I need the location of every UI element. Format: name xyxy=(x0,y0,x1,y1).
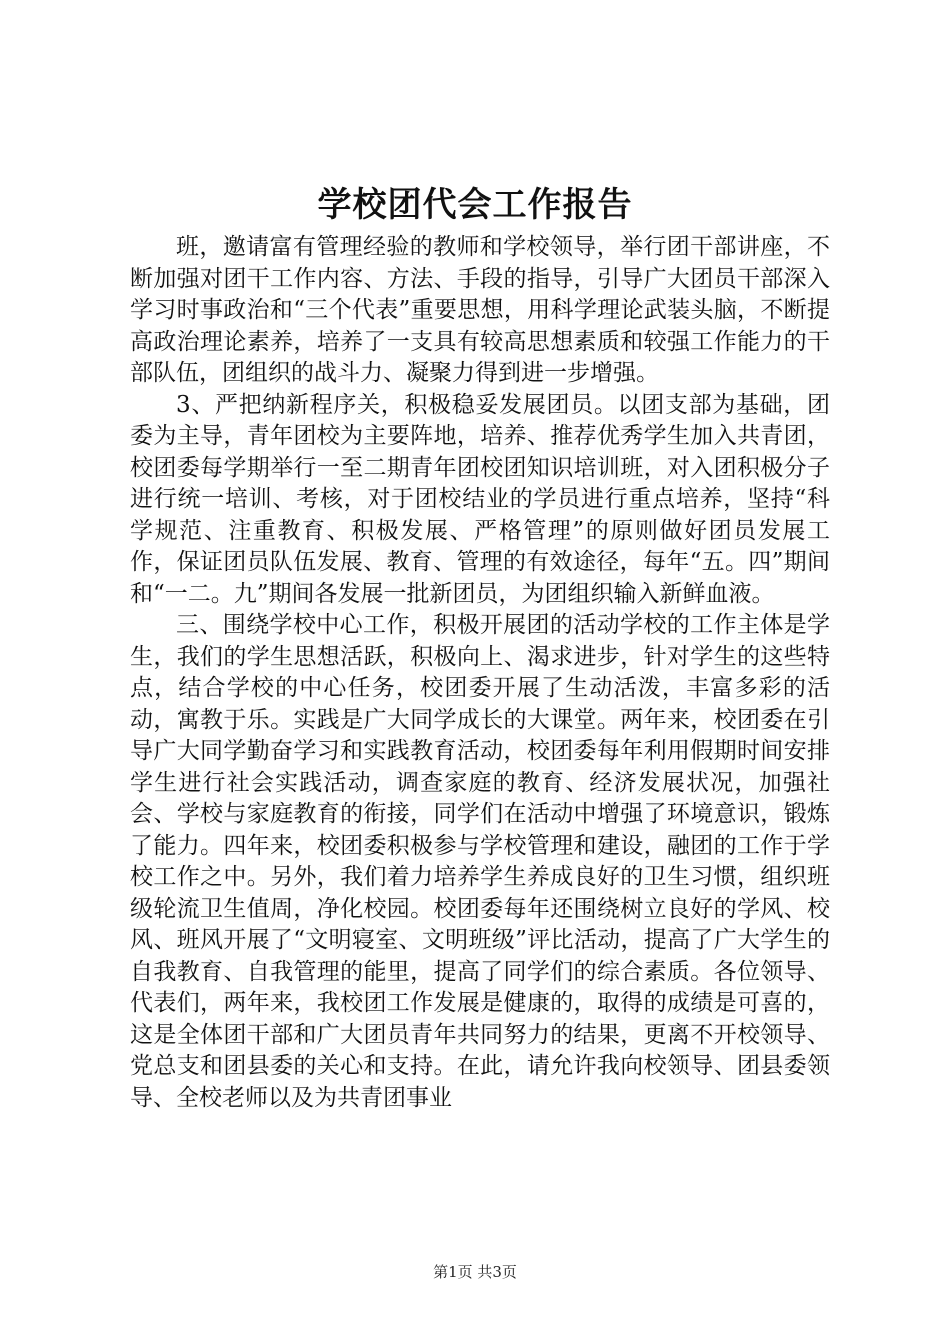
document-body xyxy=(130,232,830,1114)
paragraph-1: 班，邀请富有管理经验的教师和学校领导，举行团干部讲座，不断加强对团干工作内容、方法、手段的指导，引导广大团员干部深入学习时事政治和“三个代表”重要思想，用科学理论武装头脑，不断提高政治理论素养，培养了一支具有较高思想素质和较强工作能力的干部队伍，团组织的战斗力、凝聚力得到进一步增强。 xyxy=(130,234,830,386)
paragraph-2: 3、严把纳新程序关，积极稳妥发展团员。以团支部为基础，团委为主导，青年团校为主要阵地，培养、推荐优秀学生加入共青团，校团委每学期举行一至二期青年团校团知识培训班，对入团积极分子进行统一培训、考核，对于团校结业的学员进行重点培养，坚持“科学规范、注重教育、积极发展、严格管理”的原则做好团员发展工作，保证团员队伍发展、教育、管理的有效途径，每年“五。四”期间和“一二。九”期间各发展一批新团员，为团组织输入新鲜血液。 xyxy=(130,391,830,607)
paragraph-3: 三、围绕学校中心工作，积极开展团的活动学校的工作主体是学生，我们的学生思想活跃，积极向上、渴求进步，针对学生的这些特点，结合学校的中心任务，校团委开展了生动活泼，丰富多彩的活动，寓教于乐。实践是广大同学成长的大课堂。两年来，校团委在引导广大同学勤奋学习和实践教育活动，校团委每年利用假期时间安排学生进行社会实践活动，调查家庭的教育、经济发展状况，加强社会、学校与家庭教育的衔接，同学们在活动中增强了环境意识，锻炼了能力。四年来，校团委积极参与学校管理和建设，融团的工作于学校工作之中。另外，我们着力培养学生养成良好的卫生习惯，组织班级轮流卫生值周，净化校园。校团委每年还围绕树立良好的学风、校风、班风开展了“文明寝室、文明班级”评比活动，提高了广大学生的自我教育、自我管理的能里，提高了同学们的综合素质。各位领导、代表们，两年来，我校团工作发展是健康的，取得的成绩是可喜的，这是全体团干部和广大团员青年共同努力的结果，更离不开校领导、党总支和团县委的关心和支持。在此，请允许我向校领导、团县委领导、全校老师以及为共青团事业 xyxy=(130,612,830,1111)
page-footer: 第1页 共3页 xyxy=(433,1263,517,1281)
document-title: 学校团代会工作报告 xyxy=(317,185,633,225)
